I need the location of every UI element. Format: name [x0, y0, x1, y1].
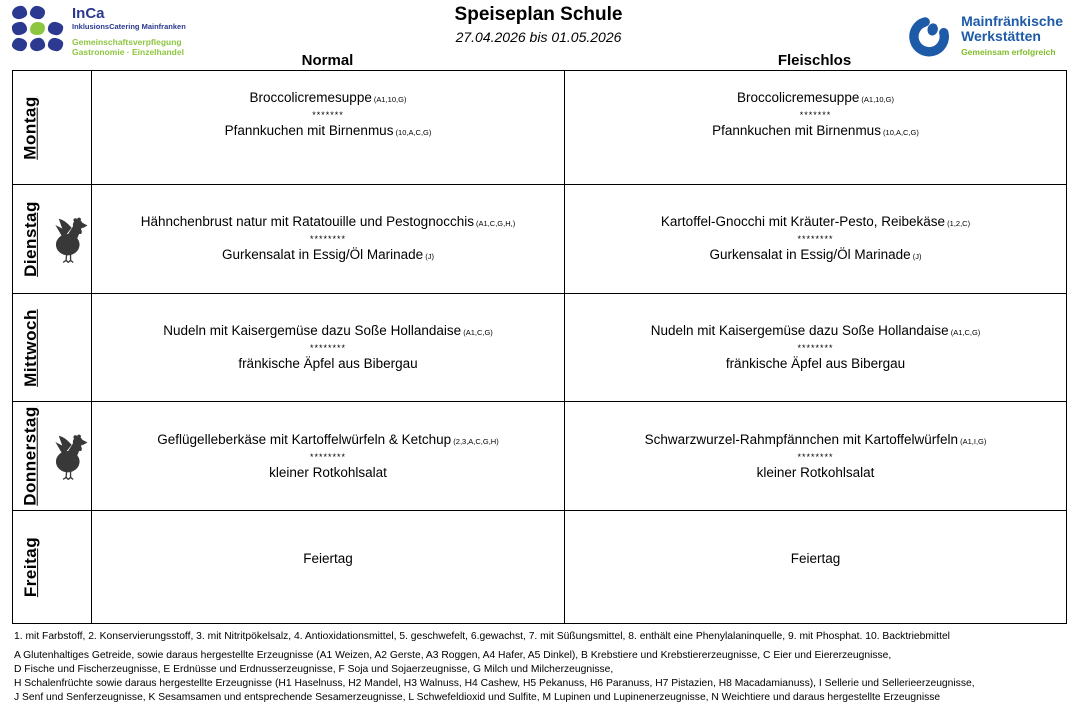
- day-label: Montag: [21, 95, 40, 160]
- dish-allergens: (A1,C,G): [948, 328, 981, 337]
- dish-line: [141, 214, 515, 232]
- inca-line2: Gemeinschaftsverpflegung: [72, 37, 182, 47]
- dish-line: [157, 432, 498, 450]
- column-header-fleischlos: Fleischlos: [777, 52, 852, 69]
- dish-line: [710, 247, 922, 265]
- footnotes: [14, 630, 1070, 705]
- mfw-ring-icon: [905, 8, 955, 58]
- day-label: Mittwoch: [21, 308, 40, 387]
- day-cell-freitag: [13, 511, 92, 623]
- dish-line: [250, 90, 407, 108]
- menu-table: [12, 70, 1067, 624]
- chicken-icon: [52, 431, 88, 481]
- menu-cell-normal-montag: [92, 71, 565, 185]
- mfw-name-line1: Mainfränkische: [961, 13, 1063, 29]
- dish-name: fränkische Äpfel aus Bibergau: [725, 356, 906, 371]
- menu-cell-normal-freitag: [92, 511, 565, 623]
- day-label: Donnerstag: [21, 406, 40, 506]
- dish-allergens: (A1,I,G): [958, 436, 987, 446]
- dish-name: Gurkensalat in Essig/Öl Marinade: [709, 246, 911, 262]
- dish-name: Gurkensalat in Essig/Öl Marinade: [222, 246, 424, 262]
- course-separator: ********: [797, 233, 834, 244]
- dish-line: [645, 432, 987, 450]
- dish-name: Broccolicremesuppe: [249, 90, 372, 105]
- menu-cell-normal-donnerstag: [92, 402, 565, 511]
- dish-line: [163, 323, 493, 341]
- dish-name: kleiner Rotkohlsalat: [269, 464, 387, 480]
- allergens-legend-line: A Glutenhaltiges Getreide, sowie daraus hergestellte Erzeugnisse (A1 Weizen, A2 Gerste, A3 Roggen, A4 Hafer, A5 Dinkel), B Krebstiere und Krebstiererzeugnisse, C Eier und Eiererzeugnisse,: [14, 650, 892, 661]
- dish-name: Nudeln mit Kaisergemüse dazu Soße Hollandaise: [650, 323, 949, 338]
- mfw-tagline: Gemeinsam erfolgreich: [961, 47, 1056, 57]
- dish-line: [269, 465, 387, 481]
- course-separator: *******: [312, 110, 344, 120]
- dish-allergens: (J): [423, 251, 434, 261]
- allergens-legend-line: H Schalenfrüchte sowie daraus hergestellte Erzeugnisse (H1 Haselnuss, H2 Mandel, H3 Walnuss, H4 Cashew, H5 Pekanuss, H6 Paranuss, H7 Pistazien, H8 Macadamianuss), I Sellerie und Sellerieerzeugnisse,: [14, 678, 975, 689]
- day-label: Dienstag: [21, 201, 41, 277]
- dish-line: [791, 551, 841, 567]
- day-cell-dienstag: [13, 185, 92, 294]
- menu-cell-fleischlos-dienstag: [565, 185, 1066, 294]
- dish-name: fränkische Äpfel aus Bibergau: [238, 356, 418, 371]
- dish-name: Hähnchenbrust natur mit Ratatouille und Pestognocchis: [140, 213, 474, 229]
- menu-cell-fleischlos-freitag: [565, 511, 1066, 623]
- course-separator: ********: [309, 343, 347, 353]
- column-header-normal: Normal: [301, 52, 354, 69]
- course-separator: ********: [309, 233, 347, 244]
- allergens-legend-line: J Senf und Senferzeugnisse, K Sesamsamen und entsprechende Sesamerzeugnisse, L Schwefeldioxid und Sulfite, M Lupinen und Lupinenerzeugnisse, N Weichtiere und daraus hergestellte Erzeugnisse: [14, 692, 941, 703]
- menu-cell-fleischlos-donnerstag: [565, 402, 1066, 511]
- dish-allergens: (A1,10,G): [859, 95, 894, 104]
- course-separator: ********: [797, 451, 834, 462]
- dish-line: [737, 90, 894, 108]
- dish-allergens: (A1,C,G): [461, 328, 493, 337]
- dish-line: [726, 356, 905, 372]
- dish-line: [222, 247, 434, 265]
- course-separator: *******: [799, 110, 832, 120]
- menu-cell-normal-dienstag: [92, 185, 565, 294]
- dish-allergens: (A1,C,G,H,): [473, 218, 516, 228]
- dish-line: [651, 323, 981, 341]
- dish-name: Nudeln mit Kaisergemüse dazu Soße Hollandaise: [163, 323, 462, 338]
- inca-name: InCa: [72, 5, 105, 22]
- mfw-name-line2: Werkstätten: [961, 28, 1041, 44]
- additives-legend: 1. mit Farbstoff, 2. Konservierungsstoff, 3. mit Nitritpökelsalz, 4. Antioxidationsmittel, 5. geschwefelt, 6.gewachst, 7. mit Süßungsmittel, 8. enthält eine Phenylalaninquelle, 9. mit Phosphat. 10. Backtriebmittel: [14, 631, 950, 642]
- dish-allergens: (1,2,C): [945, 218, 971, 228]
- dish-allergens: (J): [910, 251, 922, 261]
- dish-line: [225, 123, 432, 141]
- course-separator: ********: [309, 451, 347, 462]
- day-label: Freitag: [21, 536, 40, 598]
- menu-cell-fleischlos-mittwoch: [565, 294, 1066, 402]
- dish-name: Pfannkuchen mit Birnenmus: [224, 123, 394, 138]
- inca-subtitle: InklusionsCatering Mainfranken: [72, 22, 186, 31]
- inca-line3: Gastronomie · Einzelhandel: [72, 47, 184, 57]
- dish-allergens: (2,3,A,C,G,H): [451, 436, 499, 446]
- dish-name: Geflügelleberkäse mit Kartoffelwürfeln & Ketchup: [157, 431, 452, 447]
- page-title: Speiseplan Schule: [454, 4, 623, 25]
- chicken-icon: [52, 214, 88, 264]
- day-cell-mittwoch: [13, 294, 92, 402]
- menu-cell-normal-mittwoch: [92, 294, 565, 402]
- date-range: 27.04.2026 bis 01.05.2026: [455, 29, 622, 45]
- dish-name: Pfannkuchen mit Birnenmus: [712, 123, 881, 138]
- dish-line: [712, 123, 919, 141]
- dish-name: Schwarzwurzel-Rahmpfännchen mit Kartoffelwürfeln: [644, 431, 959, 447]
- dish-name: Broccolicremesuppe: [737, 90, 860, 105]
- dish-allergens: (10,A,C,G): [880, 128, 919, 137]
- course-separator: ********: [797, 343, 834, 353]
- dish-name: Feiertag: [790, 551, 841, 566]
- dish-name: Feiertag: [303, 551, 353, 566]
- dish-allergens: (A1,10,G): [371, 95, 407, 104]
- allergens-legend-line: D Fische und Fischerzeugnisse, E Erdnüsse und Erdnusserzeugnisse, F Soja und Sojaerzeugnisse, G Milch und Milcherzeugnisse,: [14, 664, 614, 675]
- day-cell-donnerstag: [13, 402, 92, 511]
- dish-line: [303, 551, 353, 567]
- dish-allergens: (10,A,C,G): [393, 128, 432, 137]
- mfw-logo: [905, 8, 1063, 58]
- menu-cell-fleischlos-montag: [565, 71, 1066, 185]
- dish-name: kleiner Rotkohlsalat: [756, 464, 875, 480]
- dish-line: [238, 356, 417, 372]
- dish-name: Kartoffel-Gnocchi mit Kräuter-Pesto, Reibekäse: [660, 213, 946, 229]
- day-cell-montag: [13, 71, 92, 185]
- dish-line: [757, 465, 875, 481]
- dish-line: [661, 214, 970, 232]
